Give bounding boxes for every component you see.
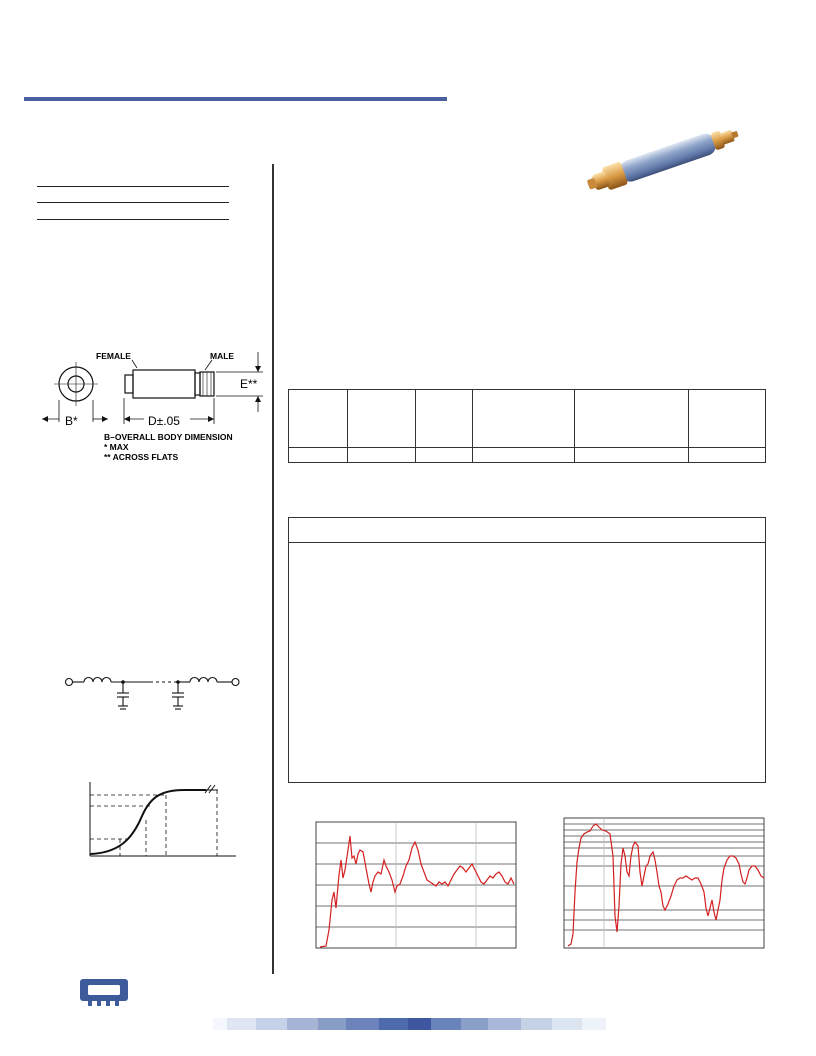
- outline-note: ** ACROSS FLATS: [104, 452, 179, 462]
- product-photo: [584, 128, 744, 190]
- female-label: FEMALE: [96, 351, 131, 361]
- spec-divider: [37, 186, 229, 187]
- spec-table: [288, 389, 766, 463]
- outline-drawing: [38, 340, 270, 474]
- plot-right: [562, 816, 768, 952]
- column-separator: [272, 164, 274, 974]
- spec-table-header: [289, 390, 765, 448]
- response-curve-diagram: [84, 780, 240, 860]
- plot-left: [314, 820, 520, 952]
- outline-note: B–OVERALL BODY DIMENSION: [104, 432, 233, 442]
- spec-divider: [37, 219, 229, 220]
- header-accent-bar: [24, 97, 447, 101]
- d-dimension-label: D±.05: [148, 414, 180, 428]
- b-dimension-label: B*: [65, 414, 78, 428]
- chip-logo-icon: [80, 979, 128, 1006]
- footer-color-strip: [213, 1018, 606, 1030]
- e-dimension-label: E**: [240, 377, 258, 391]
- spec-divider: [37, 202, 229, 203]
- male-label: MALE: [210, 351, 235, 361]
- outline-note: * MAX: [104, 442, 129, 452]
- schematic-diagram: [62, 672, 246, 718]
- performance-data-box: [288, 517, 766, 783]
